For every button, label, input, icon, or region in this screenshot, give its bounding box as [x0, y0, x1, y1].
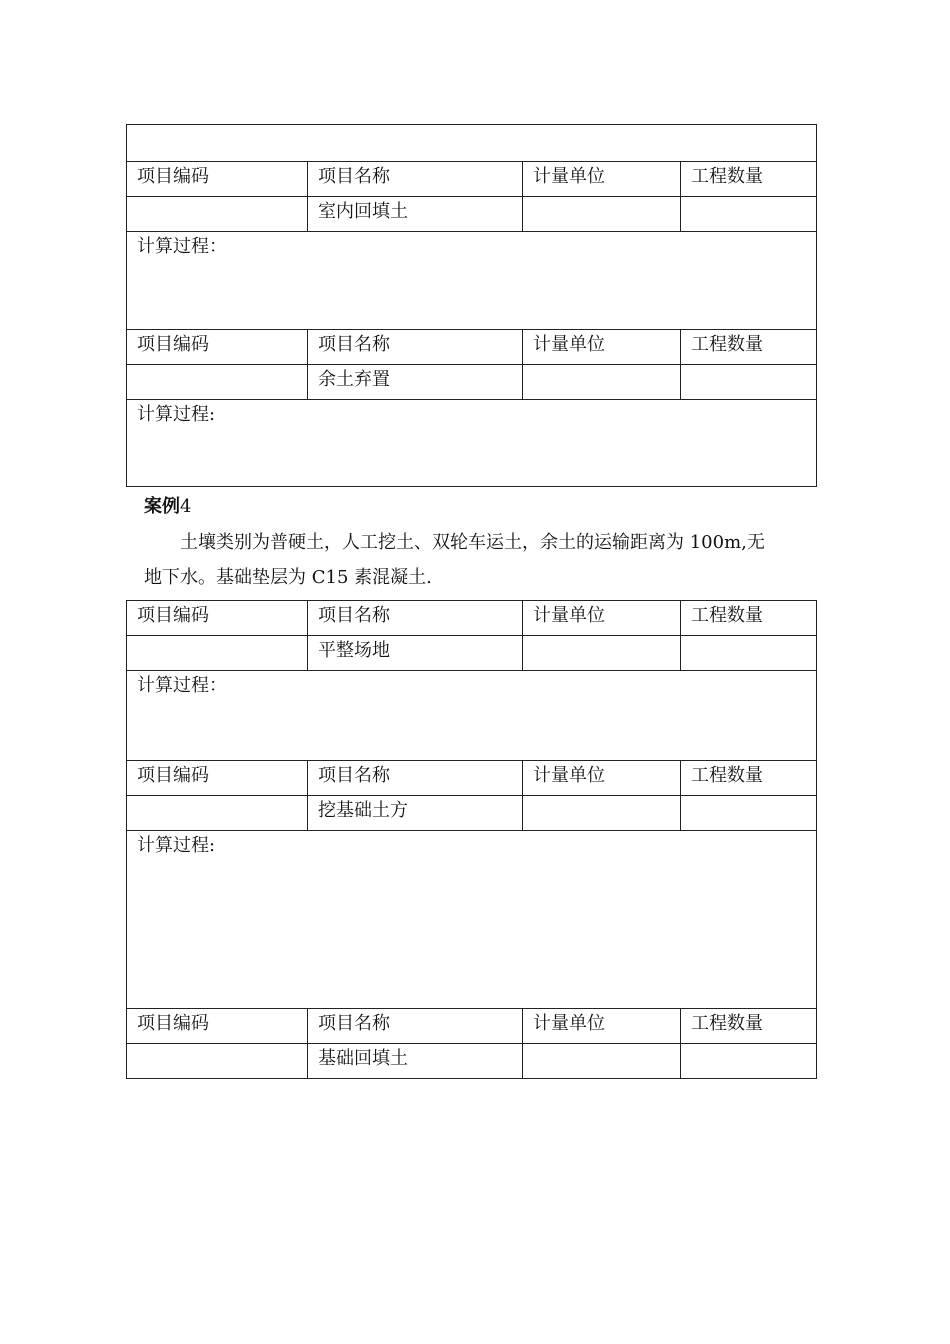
calc-cell: 计算过程:	[127, 400, 817, 487]
calc-cell: 计算过程：	[127, 232, 817, 330]
calc-row	[127, 831, 817, 1009]
table-row	[127, 636, 817, 671]
case-description-line-2: 地下水。基础垫层为 C15 素混凝土.	[144, 567, 432, 588]
unit-cell	[523, 796, 681, 831]
quantity-table-1	[126, 124, 817, 487]
code-cell	[127, 365, 308, 400]
item-name-cell: 室内回填土	[308, 197, 523, 232]
case-title-label: 案例	[144, 496, 180, 517]
qty-cell	[681, 365, 817, 400]
header-name: 项目名称	[308, 1009, 523, 1044]
header-name: 项目名称	[308, 162, 523, 197]
header-qty: 工程数量	[681, 601, 817, 636]
table-header-row	[127, 330, 817, 365]
table-row	[127, 796, 817, 831]
qty-cell	[681, 636, 817, 671]
case-description-line-1: 土壤类别为普硬土，人工挖土、双轮车运土，余土的运输距离为 100m,无	[180, 532, 765, 553]
item-name-cell: 挖基础土方	[308, 796, 523, 831]
header-code: 项目编码	[127, 1009, 308, 1044]
table-header-row	[127, 162, 817, 197]
table-row	[127, 365, 817, 400]
code-cell	[127, 636, 308, 671]
header-unit: 计量单位	[523, 761, 681, 796]
calc-row	[127, 671, 817, 761]
code-cell	[127, 1044, 308, 1079]
header-qty: 工程数量	[681, 162, 817, 197]
unit-cell	[523, 1044, 681, 1079]
table-row-blank	[127, 125, 817, 162]
item-name-cell: 基础回填土	[308, 1044, 523, 1079]
unit-cell	[523, 197, 681, 232]
header-unit: 计量单位	[523, 330, 681, 365]
qty-cell	[681, 197, 817, 232]
table-row	[127, 197, 817, 232]
item-name-cell: 平整场地	[308, 636, 523, 671]
item-name-cell: 余土弃置	[308, 365, 523, 400]
calc-row	[127, 400, 817, 487]
header-qty: 工程数量	[681, 330, 817, 365]
calc-row	[127, 232, 817, 330]
table-header-row	[127, 761, 817, 796]
code-cell	[127, 197, 308, 232]
table-header-row	[127, 1009, 817, 1044]
case-title	[144, 495, 191, 519]
header-qty: 工程数量	[681, 761, 817, 796]
case-title-number: 4	[180, 496, 192, 517]
header-name: 项目名称	[308, 601, 523, 636]
header-unit: 计量单位	[523, 162, 681, 197]
qty-cell	[681, 796, 817, 831]
quantity-table-2	[126, 600, 817, 1079]
header-name: 项目名称	[308, 330, 523, 365]
header-code: 项目编码	[127, 330, 308, 365]
code-cell	[127, 796, 308, 831]
table-row	[127, 1044, 817, 1079]
blank-cell	[127, 125, 817, 162]
header-code: 项目编码	[127, 761, 308, 796]
header-code: 项目编码	[127, 601, 308, 636]
unit-cell	[523, 636, 681, 671]
calc-cell: 计算过程：	[127, 671, 817, 761]
header-code: 项目编码	[127, 162, 308, 197]
header-unit: 计量单位	[523, 601, 681, 636]
table-header-row	[127, 601, 817, 636]
calc-cell: 计算过程:	[127, 831, 817, 1009]
header-unit: 计量单位	[523, 1009, 681, 1044]
qty-cell	[681, 1044, 817, 1079]
header-qty: 工程数量	[681, 1009, 817, 1044]
unit-cell	[523, 365, 681, 400]
header-name: 项目名称	[308, 761, 523, 796]
